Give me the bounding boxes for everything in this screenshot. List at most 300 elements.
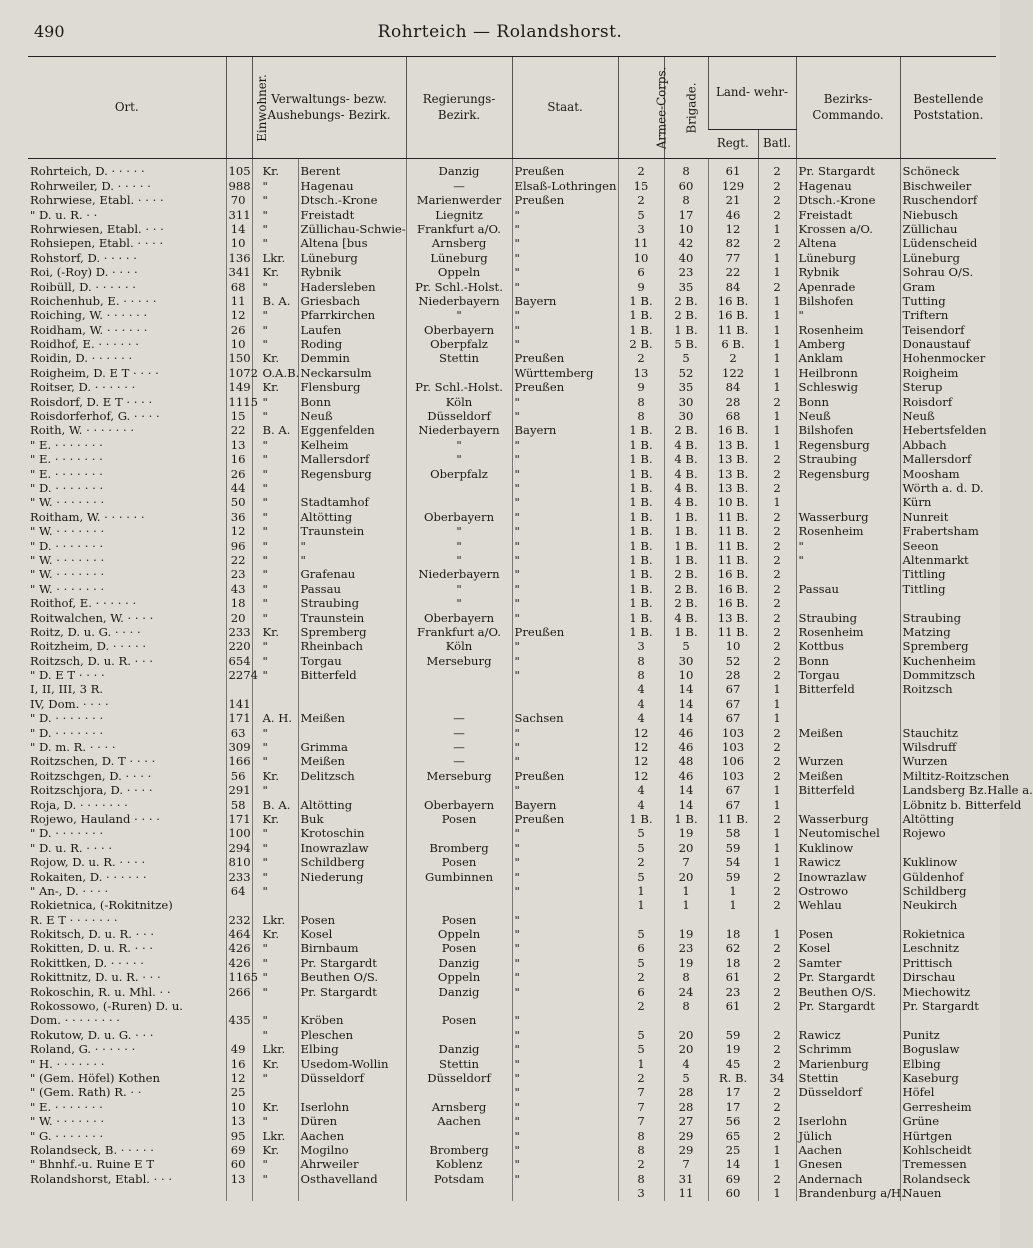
cell-poststation: Rokietnica (900, 928, 996, 942)
cell-armee-corps: 1 B. (618, 568, 664, 582)
cell-einwohner: 294 (226, 841, 252, 855)
cell-landwehr-batl: 1 (758, 784, 796, 798)
table-row (28, 424, 996, 438)
cell-verwaltungsbezirk: Düren (298, 1115, 406, 1129)
cell-regierungsbezirk (406, 1187, 512, 1201)
cell-landwehr-batl: 1 (758, 1158, 796, 1172)
cell-poststation: Stauchitz (900, 726, 996, 740)
cell-regierungsbezirk: Stettin (406, 1057, 512, 1071)
cell-ort: " D. · · · · · · · (30, 725, 104, 740)
cell-armee-corps: 3 (618, 640, 664, 654)
cell-einwohner: 16 (226, 453, 252, 467)
cell-poststation: Dommitzsch (900, 669, 996, 683)
cell-ort: Rokitten, D. u. R. · · · (30, 941, 154, 956)
cell-bezirk-typ: B. A. (252, 798, 298, 812)
cell-regierungsbezirk: Gumbinnen (406, 870, 512, 884)
table-row (28, 985, 996, 999)
cell-ort: Rokaiten, D. · · · · · · (30, 869, 147, 884)
cell-landwehr-regt: 60 (708, 1187, 758, 1201)
cell-brigade: 8 (664, 159, 708, 180)
cell-landwehr-regt: 23 (708, 985, 758, 999)
cell-verwaltungsbezirk: Kelheim (298, 438, 406, 452)
cell-bezirks-commando: Kottbus (796, 640, 900, 654)
cell-staat: " (512, 885, 618, 899)
cell-bezirks-commando: Bonn (796, 395, 900, 409)
cell-verwaltungsbezirk: Schildberg (298, 856, 406, 870)
cell-poststation: Punitz (900, 1028, 996, 1042)
cell-regierungsbezirk: " (406, 539, 512, 553)
cell-staat: Bayern (512, 798, 618, 812)
cell-verwaltungsbezirk: Griesbach (298, 295, 406, 309)
cell-bezirk-typ: " (252, 568, 298, 582)
cell-landwehr-batl (758, 913, 796, 927)
cell-poststation: Schildberg (900, 885, 996, 899)
cell-landwehr-batl: 2 (758, 1086, 796, 1100)
cell-ort: Roiching, W. · · · · · · (30, 308, 148, 323)
cell-bezirk-typ: O.A.B. (252, 366, 298, 380)
cell-verwaltungsbezirk: Meißen (298, 712, 406, 726)
cell-verwaltungsbezirk: Niederung (298, 870, 406, 884)
cell-staat: Preußen (512, 626, 618, 640)
cell-einwohner: 12 (226, 1072, 252, 1086)
cell-ort: Rokossowo, (-Ruren) D. u. (30, 999, 183, 1014)
cell-bezirk-typ: Lkr. (252, 251, 298, 265)
cell-armee-corps (618, 913, 664, 927)
cell-bezirks-commando: Kosel (796, 942, 900, 956)
table-row (28, 1014, 996, 1028)
cell-ort: Dom. · · · · · · · · (30, 1013, 120, 1028)
cell-landwehr-regt: R. B. (708, 1072, 758, 1086)
cell-brigade: 11 (664, 1187, 708, 1201)
table-row (28, 1072, 996, 1086)
cell-landwehr-batl: 2 (758, 1115, 796, 1129)
header-regierung: Regierungs- Bezirk. (406, 57, 512, 159)
cell-verwaltungsbezirk (298, 726, 406, 740)
cell-poststation: Kuchenheim (900, 654, 996, 668)
cell-landwehr-batl: 1 (758, 841, 796, 855)
cell-landwehr-regt: 16 B. (708, 582, 758, 596)
cell-einwohner: 49 (226, 1043, 252, 1057)
cell-bezirks-commando: Dtsch.-Krone (796, 194, 900, 208)
cell-bezirk-typ: " (252, 237, 298, 251)
table-row (28, 1158, 996, 1172)
cell-armee-corps: 5 (618, 208, 664, 222)
cell-regierungsbezirk: Düsseldorf (406, 410, 512, 424)
cell-einwohner: 309 (226, 741, 252, 755)
cell-landwehr-regt: 13 B. (708, 453, 758, 467)
cell-regierungsbezirk: Danzig (406, 159, 512, 180)
cell-staat: Elsaß-Lothringen (512, 179, 618, 193)
cell-armee-corps: 4 (618, 712, 664, 726)
cell-bezirks-commando: Pr. Stargardt (796, 159, 900, 180)
cell-brigade: 4 B. (664, 496, 708, 510)
cell-bezirk-typ (252, 1086, 298, 1100)
cell-bezirks-commando: Schleswig (796, 381, 900, 395)
cell-landwehr-regt: 122 (708, 366, 758, 380)
table-row (28, 813, 996, 827)
cell-regierungsbezirk: Potsdam (406, 1172, 512, 1186)
cell-landwehr-regt: 77 (708, 251, 758, 265)
cell-einwohner: 1115 (226, 395, 252, 409)
cell-ort: Rohstorf, D. · · · · · (30, 250, 137, 265)
cell-landwehr-regt: 17 (708, 1086, 758, 1100)
cell-armee-corps: 2 (618, 1158, 664, 1172)
cell-landwehr-batl: 1 (758, 366, 796, 380)
cell-staat: " (512, 467, 618, 481)
cell-poststation: Moosham (900, 467, 996, 481)
cell-verwaltungsbezirk: Mallersdorf (298, 453, 406, 467)
table-row (28, 338, 996, 352)
cell-landwehr-batl: 2 (758, 870, 796, 884)
cell-landwehr-batl: 2 (758, 280, 796, 294)
cell-einwohner: 26 (226, 323, 252, 337)
cell-bezirks-commando (796, 496, 900, 510)
cell-staat: " (512, 539, 618, 553)
cell-ort: I, II, III, 3 R. (30, 682, 104, 697)
cell-ort: " W. · · · · · · · (30, 567, 105, 582)
table-row (28, 626, 996, 640)
cell-bezirks-commando (796, 482, 900, 496)
cell-staat: " (512, 971, 618, 985)
cell-einwohner: 43 (226, 582, 252, 596)
cell-brigade: 14 (664, 798, 708, 812)
cell-staat: " (512, 338, 618, 352)
cell-landwehr-batl: 1 (758, 712, 796, 726)
cell-landwehr-regt: 84 (708, 280, 758, 294)
cell-bezirk-typ: " (252, 885, 298, 899)
cell-verwaltungsbezirk: Pr. Stargardt (298, 985, 406, 999)
cell-brigade (664, 1014, 708, 1028)
cell-landwehr-batl: 1 (758, 338, 796, 352)
cell-einwohner (226, 683, 252, 697)
cell-regierungsbezirk: Oberpfalz (406, 338, 512, 352)
cell-verwaltungsbezirk: Pfarrkirchen (298, 309, 406, 323)
cell-einwohner: 149 (226, 381, 252, 395)
cell-landwehr-batl: 2 (758, 755, 796, 769)
cell-armee-corps: 2 (618, 856, 664, 870)
cell-ort: Rokittnitz, D. u. R. · · · (30, 970, 161, 985)
cell-einwohner: 171 (226, 813, 252, 827)
cell-armee-corps: 1 B. (618, 453, 664, 467)
cell-bezirks-commando: Pr. Stargardt (796, 971, 900, 985)
table-row (28, 194, 996, 208)
cell-regierungsbezirk: Bromberg (406, 841, 512, 855)
cell-regierungsbezirk: Oberbayern (406, 323, 512, 337)
cell-armee-corps: 4 (618, 798, 664, 812)
cell-armee-corps: 2 (618, 352, 664, 366)
cell-einwohner: 150 (226, 352, 252, 366)
cell-einwohner: 654 (226, 654, 252, 668)
cell-landwehr-regt: 103 (708, 726, 758, 740)
cell-armee-corps: 5 (618, 928, 664, 942)
cell-staat: " (512, 654, 618, 668)
cell-staat: " (512, 1086, 618, 1100)
cell-landwehr-batl: 1 (758, 798, 796, 812)
cell-bezirk-typ (252, 683, 298, 697)
cell-bezirk-typ: Kr. (252, 159, 298, 180)
cell-einwohner: 50 (226, 496, 252, 510)
table-row (28, 568, 996, 582)
cell-ort: Roi, (-Roy) D. · · · · (30, 265, 138, 280)
cell-armee-corps: 1 B. (618, 467, 664, 481)
cell-landwehr-batl: 2 (758, 726, 796, 740)
cell-poststation: Elbing (900, 1057, 996, 1071)
cell-brigade: 1 B. (664, 539, 708, 553)
table-row (28, 251, 996, 265)
cell-bezirk-typ: Kr. (252, 1057, 298, 1071)
cell-regierungsbezirk (406, 683, 512, 697)
cell-regierungsbezirk: Merseburg (406, 769, 512, 783)
table-row (28, 539, 996, 553)
cell-brigade: 28 (664, 1100, 708, 1114)
cell-armee-corps: 4 (618, 784, 664, 798)
cell-bezirks-commando: Regensburg (796, 467, 900, 481)
cell-ort: Roidham, W. · · · · · · (30, 322, 148, 337)
cell-regierungsbezirk: — (406, 755, 512, 769)
cell-brigade: 19 (664, 827, 708, 841)
cell-bezirks-commando: Inowrazlaw (796, 870, 900, 884)
cell-verwaltungsbezirk (298, 885, 406, 899)
cell-bezirk-typ: " (252, 467, 298, 481)
cell-einwohner: 22 (226, 554, 252, 568)
cell-landwehr-batl: 2 (758, 669, 796, 683)
cell-bezirk-typ: Kr. (252, 813, 298, 827)
cell-verwaltungsbezirk: Demmin (298, 352, 406, 366)
cell-staat: " (512, 755, 618, 769)
cell-bezirk-typ: " (252, 1172, 298, 1186)
cell-poststation: Bischweiler (900, 179, 996, 193)
cell-verwaltungsbezirk (298, 683, 406, 697)
cell-bezirk-typ: " (252, 827, 298, 841)
cell-poststation: Wörth a. d. D. (900, 482, 996, 496)
cell-bezirks-commando: Beuthen O/S. (796, 985, 900, 999)
cell-regierungsbezirk: Arnsberg (406, 237, 512, 251)
cell-landwehr-batl: 2 (758, 208, 796, 222)
cell-einwohner (226, 1000, 252, 1014)
cell-poststation: Mallersdorf (900, 453, 996, 467)
cell-bezirks-commando (796, 741, 900, 755)
cell-brigade: 31 (664, 1172, 708, 1186)
cell-bezirks-commando: Marienburg (796, 1057, 900, 1071)
table-row (28, 438, 996, 452)
table-row (28, 1129, 996, 1143)
cell-armee-corps: 5 (618, 870, 664, 884)
cell-poststation: Nauen (900, 1187, 996, 1201)
cell-landwehr-regt: 59 (708, 1028, 758, 1042)
cell-landwehr-regt: 58 (708, 827, 758, 841)
cell-ort: Roitzsch, D. u. R. · · · (30, 653, 154, 668)
cell-ort: " Bhnhf.-u. Ruine E T (30, 1157, 155, 1172)
cell-einwohner: 988 (226, 179, 252, 193)
cell-bezirks-commando: Regensburg (796, 438, 900, 452)
cell-einwohner: 96 (226, 539, 252, 553)
cell-bezirk-typ: " (252, 496, 298, 510)
cell-brigade: 23 (664, 942, 708, 956)
cell-landwehr-regt: 16 B. (708, 295, 758, 309)
cell-poststation: Wilsdruff (900, 741, 996, 755)
cell-regierungsbezirk: Aachen (406, 1115, 512, 1129)
cell-verwaltungsbezirk: Elbing (298, 1043, 406, 1057)
cell-staat: " (512, 1158, 618, 1172)
cell-verwaltungsbezirk (298, 697, 406, 711)
cell-landwehr-batl: 1 (758, 424, 796, 438)
table-row (28, 669, 996, 683)
cell-landwehr-regt: 52 (708, 654, 758, 668)
cell-bezirks-commando: " (796, 539, 900, 553)
cell-ort: " E. · · · · · · · (30, 466, 103, 481)
cell-bezirks-commando: Straubing (796, 611, 900, 625)
cell-einwohner: 220 (226, 640, 252, 654)
cell-poststation: Neukirch (900, 899, 996, 913)
cell-bezirk-typ: " (252, 611, 298, 625)
header-landwehr: Land- wehr- (708, 57, 796, 130)
cell-landwehr-regt: 61 (708, 159, 758, 180)
cell-poststation (900, 597, 996, 611)
cell-bezirk-typ: " (252, 510, 298, 524)
cell-regierungsbezirk: Pr. Schl.-Holst. (406, 280, 512, 294)
cell-regierungsbezirk: Köln (406, 395, 512, 409)
cell-brigade: 2 B. (664, 597, 708, 611)
table-row (28, 554, 996, 568)
cell-verwaltungsbezirk: " (298, 554, 406, 568)
cell-bezirk-typ (252, 899, 298, 913)
cell-bezirk-typ: " (252, 1072, 298, 1086)
cell-regierungsbezirk: " (406, 309, 512, 323)
cell-bezirk-typ: " (252, 640, 298, 654)
cell-ort: Rolandshorst, Etabl. · · · (30, 1171, 173, 1186)
cell-verwaltungsbezirk: Rybnik (298, 266, 406, 280)
cell-bezirk-typ: Kr. (252, 352, 298, 366)
cell-verwaltungsbezirk: Flensburg (298, 381, 406, 395)
cell-verwaltungsbezirk: Usedom-Wollin (298, 1057, 406, 1071)
cell-brigade: 20 (664, 1028, 708, 1042)
cell-einwohner (226, 1187, 252, 1201)
cell-poststation: Wurzen (900, 755, 996, 769)
table-row (28, 366, 996, 380)
table-row (28, 159, 996, 180)
cell-brigade: 1 B. (664, 510, 708, 524)
cell-bezirk-typ: " (252, 971, 298, 985)
header-einwohner: Einwohner. (226, 57, 252, 159)
cell-bezirk-typ: " (252, 841, 298, 855)
cell-ort: Roitz, D. u. G. · · · · (30, 624, 141, 639)
cell-bezirks-commando: Schrimm (796, 1043, 900, 1057)
cell-bezirk-typ: " (252, 338, 298, 352)
table-row (28, 654, 996, 668)
cell-landwehr-batl: 1 (758, 251, 796, 265)
cell-brigade: 4 (664, 1057, 708, 1071)
cell-landwehr-regt: 17 (708, 1100, 758, 1114)
table-row (28, 208, 996, 222)
cell-staat: " (512, 597, 618, 611)
cell-poststation: Miltitz-Roitzschen (900, 769, 996, 783)
cell-armee-corps: 1 (618, 899, 664, 913)
cell-staat: " (512, 856, 618, 870)
table-row (28, 266, 996, 280)
table-row (28, 755, 996, 769)
cell-landwehr-batl: 2 (758, 597, 796, 611)
page-number: 490 (34, 22, 65, 41)
cell-bezirk-typ (252, 1187, 298, 1201)
cell-landwehr-regt: 19 (708, 1043, 758, 1057)
cell-armee-corps: 11 (618, 237, 664, 251)
cell-ort: Roitser, D. · · · · · · (30, 380, 136, 395)
cell-ort: " An-, D. · · · · (30, 883, 109, 898)
cell-verwaltungsbezirk: Torgau (298, 654, 406, 668)
cell-regierungsbezirk: Merseburg (406, 654, 512, 668)
cell-ort: Rokietnica, (-Rokitnitze) (30, 898, 173, 913)
cell-armee-corps: 1 B. (618, 813, 664, 827)
cell-staat: " (512, 1100, 618, 1114)
cell-bezirk-typ: A. H. (252, 712, 298, 726)
cell-regierungsbezirk (406, 784, 512, 798)
cell-landwehr-batl: 2 (758, 942, 796, 956)
cell-bezirks-commando: Düsseldorf (796, 1086, 900, 1100)
cell-armee-corps: 12 (618, 755, 664, 769)
cell-landwehr-batl: 2 (758, 885, 796, 899)
cell-landwehr-batl: 2 (758, 611, 796, 625)
header-batl: Batl. (758, 130, 796, 159)
cell-brigade: 42 (664, 237, 708, 251)
cell-ort: " E. · · · · · · · (30, 437, 103, 452)
cell-staat: Preußen (512, 352, 618, 366)
cell-staat: Preußen (512, 194, 618, 208)
cell-bezirk-typ: " (252, 784, 298, 798)
cell-armee-corps: 1 B. (618, 323, 664, 337)
cell-ort: " H. · · · · · · · (30, 1056, 105, 1071)
cell-poststation: Kuklinow (900, 856, 996, 870)
cell-verwaltungsbezirk: Pleschen (298, 1028, 406, 1042)
cell-ort: " D. · · · · · · · (30, 826, 104, 841)
cell-poststation: Hohenmocker (900, 352, 996, 366)
cell-verwaltungsbezirk: Beuthen O/S. (298, 971, 406, 985)
cell-bezirk-typ: " (252, 654, 298, 668)
cell-bezirk-typ: " (252, 410, 298, 424)
cell-landwehr-regt: 13 B. (708, 467, 758, 481)
cell-landwehr-regt: 28 (708, 395, 758, 409)
cell-verwaltungsbezirk: Buk (298, 813, 406, 827)
cell-staat: Bayern (512, 424, 618, 438)
cell-regierungsbezirk: Marienwerder (406, 194, 512, 208)
cell-bezirks-commando: Bonn (796, 654, 900, 668)
cell-armee-corps: 4 (618, 697, 664, 711)
cell-regierungsbezirk (406, 885, 512, 899)
cell-einwohner: 266 (226, 985, 252, 999)
cell-landwehr-regt (708, 913, 758, 927)
cell-einwohner: 435 (226, 1014, 252, 1028)
cell-verwaltungsbezirk: Stadtamhof (298, 496, 406, 510)
cell-einwohner: 63 (226, 726, 252, 740)
cell-brigade: 20 (664, 1043, 708, 1057)
table-row (28, 870, 996, 884)
cell-armee-corps: 2 B. (618, 338, 664, 352)
cell-ort: Roitzschen, D. T · · · · (30, 754, 156, 769)
cell-regierungsbezirk: Danzig (406, 985, 512, 999)
cell-armee-corps: 12 (618, 769, 664, 783)
cell-poststation: Rolandseck (900, 1172, 996, 1186)
cell-staat: " (512, 208, 618, 222)
cell-poststation: Neuß (900, 410, 996, 424)
header-armee-corps: Armee-Corps. (618, 57, 664, 159)
cell-regierungsbezirk: — (406, 741, 512, 755)
cell-bezirks-commando: Freistadt (796, 208, 900, 222)
cell-armee-corps: 1 B. (618, 611, 664, 625)
cell-regierungsbezirk: — (406, 179, 512, 193)
cell-landwehr-regt: 65 (708, 1129, 758, 1143)
cell-einwohner: 426 (226, 942, 252, 956)
cell-verwaltungsbezirk: Ahrweiler (298, 1158, 406, 1172)
cell-bezirks-commando: Neuß (796, 410, 900, 424)
